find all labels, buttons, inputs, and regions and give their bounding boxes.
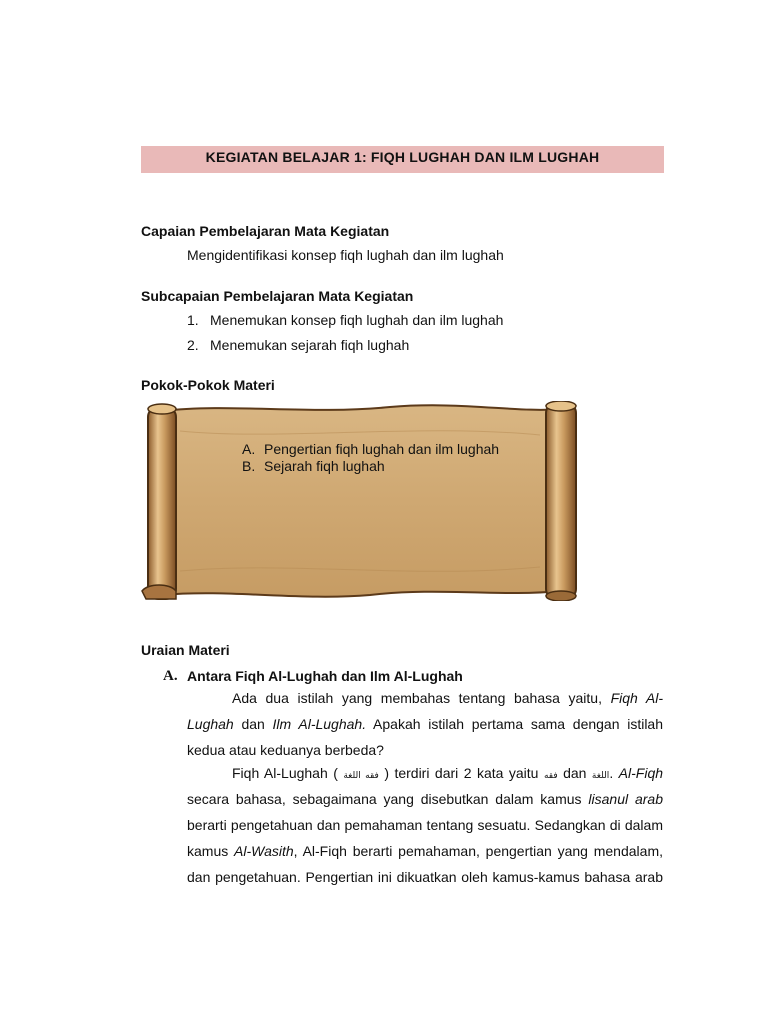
subcapaian-item-text: Menemukan sejarah fiqh lughah	[210, 337, 410, 353]
text-line	[187, 760, 663, 786]
scroll-illustration	[140, 401, 590, 601]
text-line	[187, 711, 663, 737]
section-letter: A.	[163, 668, 178, 684]
text-span: kedua atau keduanya berbeda?	[187, 742, 384, 758]
text-span: dan	[563, 765, 587, 781]
text-span: Ada dua istilah yang membahas tentang bahasa yaitu,	[232, 690, 602, 706]
uraian-heading: Uraian Materi	[141, 642, 230, 658]
subcapaian-heading: Subcapaian Pembelajaran Mata Kegiatan	[141, 288, 414, 304]
section-title: Antara Fiqh Al-Lughah dan Ilm Al-Lughah	[187, 668, 463, 684]
italic-term: Ilm Al-Lughah.	[272, 716, 367, 732]
text-line	[187, 838, 663, 864]
subcapaian-item-number: 1.	[187, 312, 199, 328]
text-span: .	[609, 765, 614, 781]
italic-term: Lughah	[187, 716, 234, 732]
text-line	[187, 786, 663, 812]
subcapaian-item-text: Menemukan konsep fiqh lughah dan ilm lughah	[210, 312, 504, 328]
page-title: KEGIATAN BELAJAR 1: FIQH LUGHAH DAN ILM LUGHAH	[141, 146, 664, 173]
text-span: berarti pengetahuan dan pemahaman tentang sesuatu. Sedangkan di dalam	[187, 817, 663, 833]
arabic-term: اللغة	[591, 771, 610, 781]
italic-term: Al-Fiqh	[618, 765, 664, 781]
text-line	[187, 864, 663, 890]
parchment-scroll-icon	[140, 401, 590, 601]
text-span: kamus	[187, 843, 229, 859]
pokok-item-letter: B.	[242, 458, 256, 474]
capaian-heading: Capaian Pembelajaran Mata Kegiatan	[141, 223, 390, 239]
text-span: dan	[241, 716, 265, 732]
text-span: , Al-Fiqh berarti pemahaman, pengertian yang mendalam,	[293, 843, 663, 859]
text-span: ) terdiri dari 2 kata yaitu	[384, 765, 539, 781]
paragraph-1	[187, 685, 663, 763]
pokok-item-text: Pengertian fiqh lughah dan ilm lughah	[264, 441, 500, 457]
paragraph-2	[187, 760, 663, 890]
text-span: Fiqh Al-Lughah (	[232, 765, 338, 781]
text-span: secara bahasa, sebagaimana yang disebutkan dalam kamus	[187, 791, 582, 807]
arabic-term: فقه اللغة	[343, 771, 379, 781]
italic-term: Fiqh Al-	[610, 690, 664, 706]
pokok-heading: Pokok-Pokok Materi	[141, 377, 275, 393]
text-span: dan pengetahuan. Pengertian ini dikuatkan oleh kamus-kamus bahasa arab	[187, 869, 663, 885]
text-line	[187, 812, 663, 838]
text-line	[187, 685, 663, 711]
text-span: Apakah istilah pertama sama dengan istilah	[373, 716, 664, 732]
pokok-item-text: Sejarah fiqh lughah	[264, 458, 385, 474]
arabic-term: فقه	[543, 771, 558, 781]
italic-term: Al-Wasith	[234, 843, 294, 859]
italic-term: lisanul arab	[588, 791, 663, 807]
capaian-text: Mengidentifikasi konsep fiqh lughah dan ilm lughah	[187, 247, 504, 263]
subcapaian-item-number: 2.	[187, 337, 199, 353]
pokok-item-letter: A.	[242, 441, 256, 457]
